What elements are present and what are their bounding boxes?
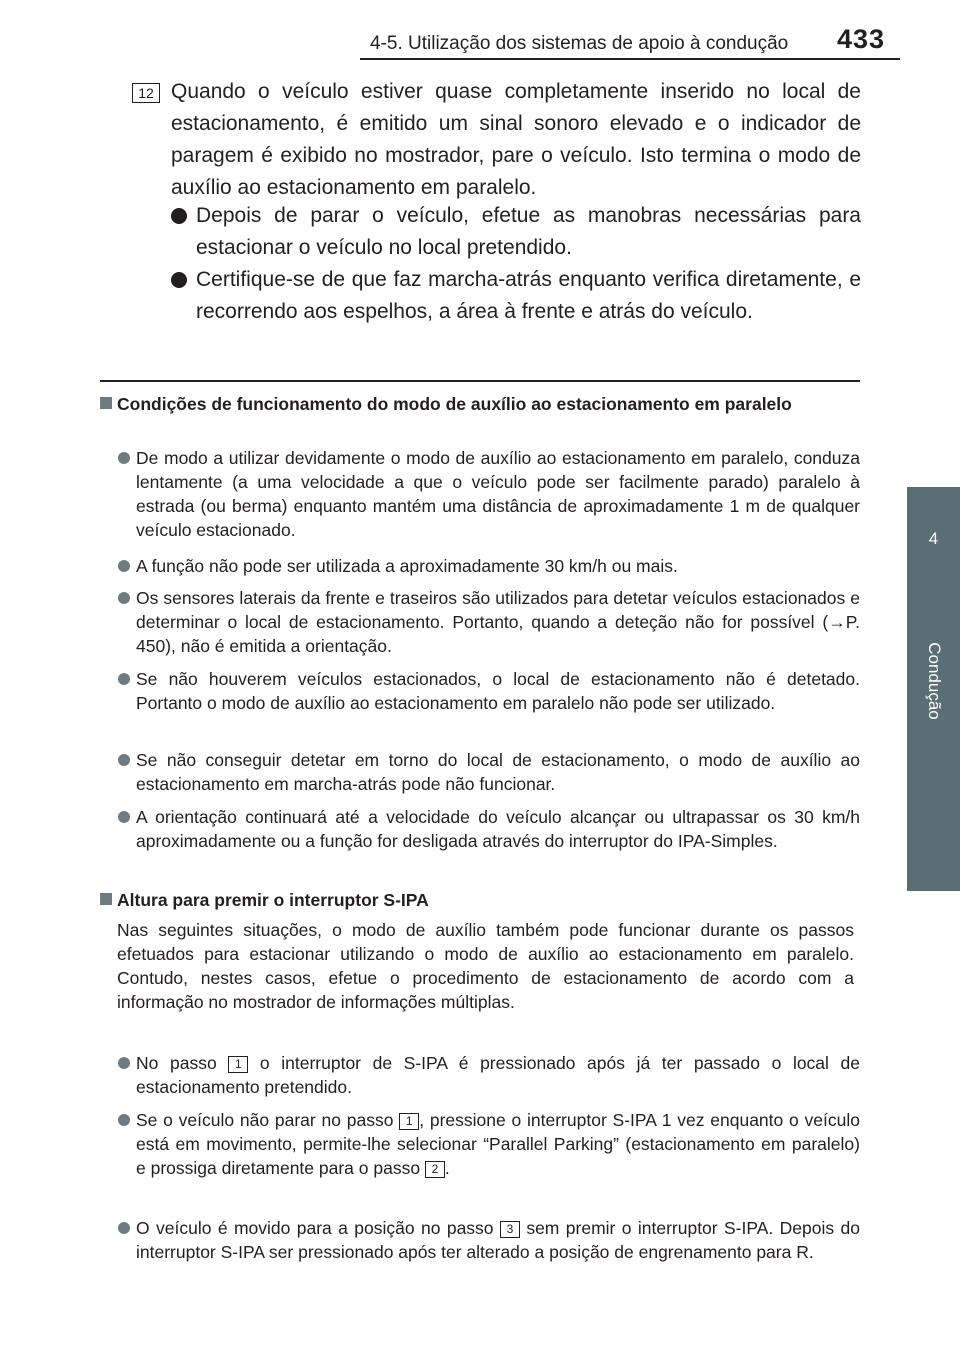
list-item (118, 1216, 860, 1264)
bullet-dot-icon (118, 811, 130, 823)
step-ref-box: 2 (425, 1161, 445, 1178)
step-ref-box: 1 (399, 1113, 419, 1130)
bullet-dot-icon (118, 673, 130, 685)
list-item (118, 748, 860, 796)
bullet-dot-icon (118, 452, 130, 464)
bullet-dot-icon (118, 1114, 130, 1126)
step-paragraph: Quando o veículo estiver quase completamente inserido no local de estacionamento, é emitido um sinal sonoro elevado e o indicador de paragem é exibido no mostrador, pare o veículo. Isto termina o modo de auxílio ao estacionamento em paralelo. (171, 80, 861, 199)
text-run: Se o veículo não parar no passo (136, 1110, 400, 1130)
chapter-label-tab (907, 591, 960, 891)
square-bullet-icon (100, 397, 112, 409)
step-bullet-text: Certifique-se de que faz marcha-atrás enquanto verifica diretamente, e recorrendo aos espelhos, a área à frente e atrás do veículo. (196, 268, 861, 323)
list-item-text (136, 1051, 860, 1099)
bullet-dot-icon (118, 560, 130, 572)
section-heading-text: Altura para premir o interruptor S-IPA (117, 890, 429, 910)
header-rule (360, 58, 900, 60)
list-item (118, 554, 860, 578)
step-ref-box: 1 (228, 1056, 248, 1073)
square-bullet-icon (100, 893, 112, 905)
step-bullet (171, 264, 861, 328)
page-number: 433 (837, 24, 886, 54)
list-item-text: Os sensores laterais da frente e traseiros são utilizados para detetar veículos estacionados e determinar o local de estacionamento. Portanto, quando a deteção não for possível (→P. 450), não é emitida a orientação. (136, 588, 860, 656)
bullet-dot-icon (171, 272, 187, 288)
section-heading (100, 888, 860, 912)
list-item-text: De modo a utilizar devidamente o modo de auxílio ao estacionamento em paralelo, conduza lentamente (a uma velocidade a que o veículo pode ser facilmente parado) paralelo à estrada (ou berma) enquanto mantém uma distância de aproximadamente 1 m de qualquer veículo estacionado. (136, 448, 860, 540)
list-item (118, 586, 860, 658)
text-run: . (444, 1158, 450, 1178)
list-item (118, 805, 860, 853)
list-item (118, 667, 860, 715)
step-bullet (171, 200, 861, 264)
text-run: , pressione o interruptor S-IPA 1 vez enquanto o veículo está em movimento, permite-lhe selecionar “Parallel Parking” (estacionamento em paralelo) e prossiga diretamente para o passo (136, 1110, 860, 1178)
list-item (118, 1051, 860, 1099)
list-item-text (136, 1216, 860, 1264)
section-intro: Nas seguintes situações, o modo de auxílio também pode funcionar durante os passos efetuados para estacionar utilizando o modo de auxílio ao estacionamento em paralelo. Contudo, nestes casos, efetue o procedimento de estacionamento de acordo com a informação no mostrador de informações múltiplas. (117, 920, 854, 1012)
bullet-dot-icon (118, 592, 130, 604)
list-item-text: Se não houverem veículos estacionados, o local de estacionamento não é detetado. Portanto o modo de auxílio ao estacionamento em paralelo não pode ser utilizado. (136, 669, 860, 713)
section-title: 4-5. Utilização dos sistemas de apoio à condução (370, 33, 789, 54)
bullet-dot-icon (118, 1222, 130, 1234)
chapter-number-tab (907, 487, 960, 591)
list-item-text (136, 1108, 860, 1180)
bullet-dot-icon (118, 754, 130, 766)
list-item-text: A orientação continuará até a velocidade do veículo alcançar ou ultrapassar os 30 km/h aproximadamente ou a função for desligada através do interruptor do IPA-Simples. (136, 807, 860, 851)
step-number-box: 12 (132, 83, 160, 103)
bullet-dot-icon (171, 208, 187, 224)
page-header (0, 0, 960, 60)
text-run: O veículo é movido para a posição no passo (136, 1218, 500, 1238)
step-ref-box: 3 (500, 1221, 520, 1238)
text-run: sem premir o interruptor S-IPA. Depois do interruptor S-IPA ser pressionado após ter alterado a posição de engrenamento para R. (136, 1218, 860, 1262)
list-item (118, 1108, 860, 1180)
section-heading-text: Condições de funcionamento do modo de auxílio ao estacionamento em paralelo (117, 394, 792, 414)
list-item (118, 446, 860, 542)
step-bullet-text: Depois de parar o veículo, efetue as manobras necessárias para estacionar o veículo no local pretendido. (196, 204, 861, 259)
section-divider (100, 380, 860, 382)
list-item-text: Se não conseguir detetar em torno do local de estacionamento, o modo de auxílio ao estacionamento em marcha-atrás pode não funcionar. (136, 750, 860, 794)
chapter-label: Condução (924, 642, 944, 720)
section-heading (100, 392, 860, 416)
list-item-text: A função não pode ser utilizada a aproximadamente 30 km/h ou mais. (136, 556, 678, 576)
text-run: o interruptor de S-IPA é pressionado após já ter passado o local de estacionamento pretendido. (136, 1053, 861, 1097)
chapter-number: 4 (928, 529, 939, 548)
bullet-dot-icon (118, 1057, 130, 1069)
text-run: No passo (136, 1053, 229, 1073)
